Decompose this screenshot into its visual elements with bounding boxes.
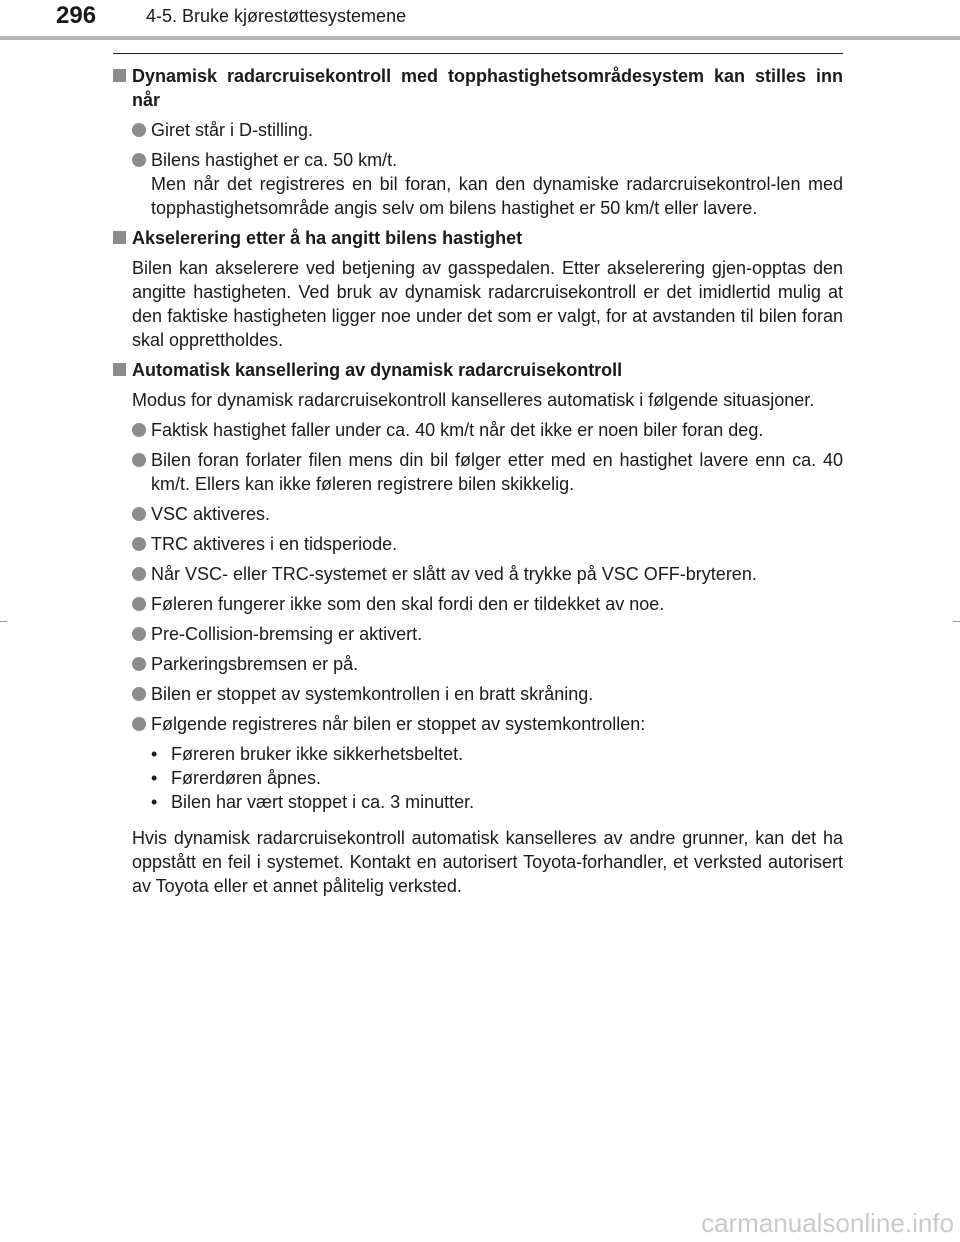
sub-list [113, 742, 843, 814]
section-heading [113, 226, 843, 250]
list-item-text: Giret står i D-stilling. [151, 120, 314, 140]
list-item-text: Når VSC- eller TRC-systemet er slått av ved å trykke på VSC OFF-bryteren. [151, 564, 757, 584]
circle-bullet-icon [132, 627, 146, 641]
section-heading-text: Akselerering etter å ha angitt bilens hastighet [132, 228, 523, 248]
list-item [113, 448, 843, 496]
list-item [113, 652, 843, 676]
list-item-text: Bilen er stoppet av systemkontrollen i en bratt skråning. [151, 684, 594, 704]
crop-mark-right [953, 621, 960, 622]
list-item [113, 418, 843, 442]
list-item [113, 592, 843, 616]
circle-bullet-icon [132, 423, 146, 437]
square-bullet-icon [113, 363, 126, 376]
circle-bullet-icon [132, 537, 146, 551]
paragraph: Bilen kan akselerere ved betjening av gasspedalen. Etter akselerering gjen-opptas den angitte hastigheten. Ved bruk av dynamisk radarcruisekontroll er det imidlertid mulig at den faktiske hastigheten ligger noe under det som er valgt, for at avstanden til bilen foran skal opprettholdes. [132, 258, 843, 350]
closing-paragraph: Hvis dynamisk radarcruisekontroll automatisk kanselleres av andre grunner, kan det ha oppstått en feil i systemet. Kontakt en autorisert Toyota-forhandler, et verksted autorisert av Toyota eller et annet pålitelig verksted. [132, 828, 843, 896]
list-item-text: Føleren fungerer ikke som den skal fordi den er tildekket av noe. [151, 594, 665, 614]
circle-bullet-icon [132, 123, 146, 137]
dot-bullet-icon: • [151, 792, 158, 812]
sub-list-item-text: Førerdøren åpnes. [171, 768, 322, 788]
section-heading-text: Dynamisk radarcruisekontroll med topphastighetsområdesystem kan stilles inn når [132, 66, 843, 110]
sub-list-item [151, 742, 843, 766]
section-heading [113, 64, 843, 112]
list-item [113, 532, 843, 556]
circle-bullet-icon [132, 687, 146, 701]
list-item-text: Parkeringsbremsen er på. [151, 654, 359, 674]
content-rule [113, 53, 843, 54]
square-bullet-icon [113, 231, 126, 244]
list-item-text: VSC aktiveres. [151, 504, 271, 524]
list-item [113, 712, 843, 736]
crop-mark-left [0, 621, 7, 622]
sub-list-item [151, 790, 843, 814]
circle-bullet-icon [132, 657, 146, 671]
section-heading-text: Automatisk kansellering av dynamisk radarcruisekontroll [132, 360, 623, 380]
list-item [113, 502, 843, 526]
circle-bullet-icon [132, 717, 146, 731]
sub-list-item-text: Bilen har vært stoppet i ca. 3 minutter. [171, 792, 475, 812]
list-item [113, 562, 843, 586]
list-item-text: Pre-Collision-bremsing er aktivert. [151, 624, 423, 644]
list-item-text: TRC aktiveres i en tidsperiode. [151, 534, 398, 554]
circle-bullet-icon [132, 453, 146, 467]
list-item-text: Bilen foran forlater filen mens din bil følger etter med en hastighet lavere enn ca. 40 km/t. Ellers kan ikke føleren registrere bilen skikkelig. [151, 450, 843, 494]
circle-bullet-icon [132, 507, 146, 521]
list-item [113, 622, 843, 646]
circle-bullet-icon [132, 567, 146, 581]
sub-list-item-text: Føreren bruker ikke sikkerhetsbeltet. [171, 744, 464, 764]
circle-bullet-icon [132, 597, 146, 611]
dot-bullet-icon: • [151, 768, 158, 788]
page-number: 296 [56, 2, 97, 29]
chapter-title: 4-5. Bruke kjørestøttesystemene [146, 6, 407, 26]
list-item [113, 148, 843, 220]
list-item [113, 682, 843, 706]
watermark: carmanualsonline.info [701, 1208, 954, 1238]
header-rule [0, 36, 960, 40]
dot-bullet-icon: • [151, 744, 158, 764]
circle-bullet-icon [132, 153, 146, 167]
list-item-text: Faktisk hastighet faller under ca. 40 km/t når det ikke er noen biler foran deg. [151, 420, 764, 440]
paragraph: Modus for dynamisk radarcruisekontroll kanselleres automatisk i følgende situasjoner. [132, 390, 815, 410]
list-item-text: Bilens hastighet er ca. 50 km/t. [151, 150, 398, 170]
list-item-text: Følgende registreres når bilen er stoppet av systemkontrollen: [151, 714, 646, 734]
square-bullet-icon [113, 69, 126, 82]
content [113, 64, 843, 904]
list-item-continuation: Men når det registreres en bil foran, kan den dynamiske radarcruisekontrol-len med topphastighetsområde angis selv om bilens hastighet er 50 km/t eller lavere. [151, 174, 843, 218]
list-item [113, 118, 843, 142]
sub-list-item [151, 766, 843, 790]
section-heading [113, 358, 843, 382]
